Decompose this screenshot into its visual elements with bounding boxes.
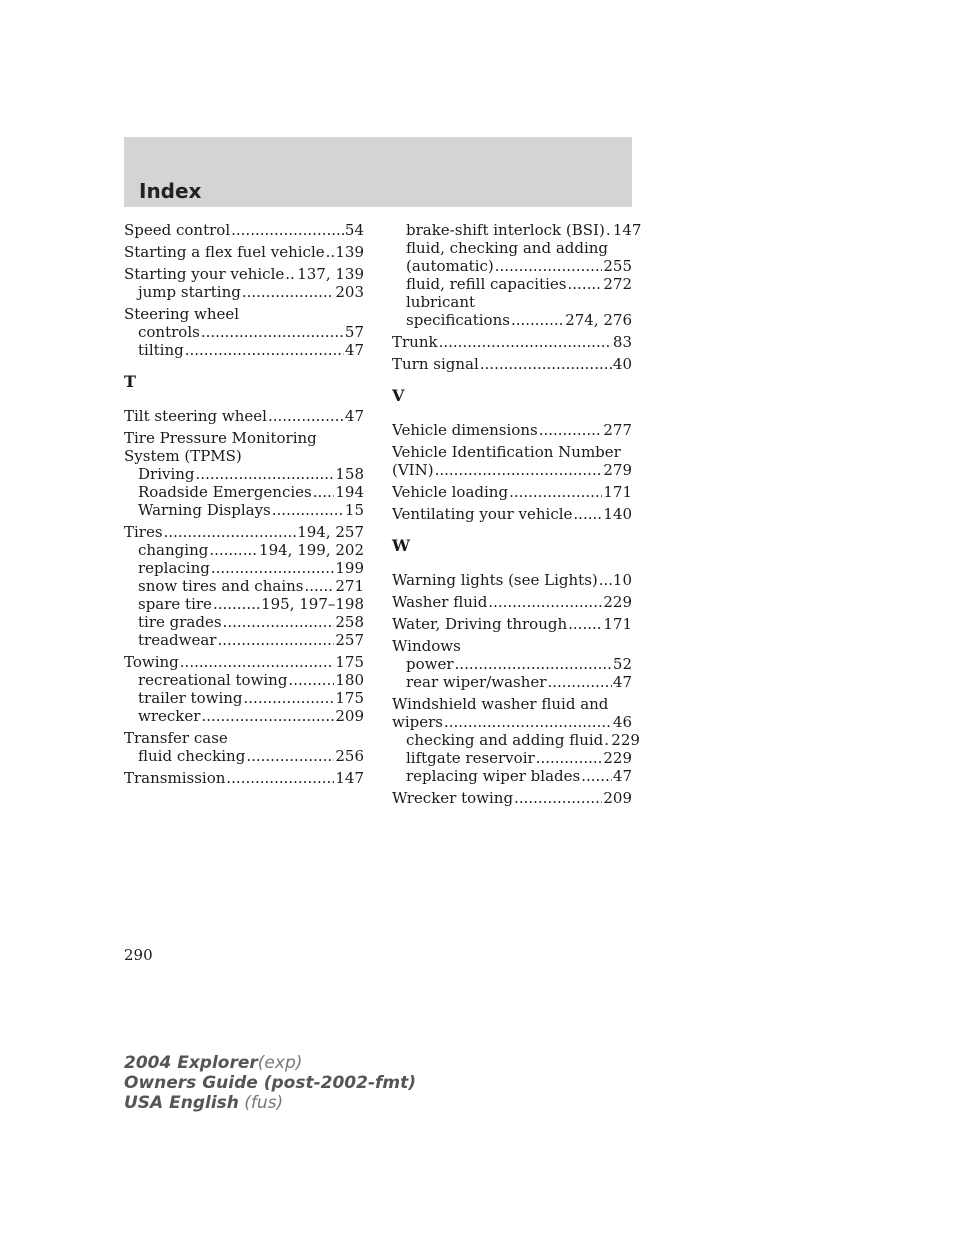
subentry-label: replacing: [138, 559, 210, 577]
entry-label: Trunk: [392, 333, 438, 351]
entry-label: Transmission: [124, 769, 226, 787]
subentry-label: fluid, refill capacities: [406, 275, 567, 293]
subentry-label: specifications: [406, 311, 510, 329]
index-entry: [124, 429, 364, 519]
index-column-left: [124, 221, 364, 791]
entry-label: Vehicle loading: [392, 483, 509, 501]
index-entry: [124, 243, 364, 261]
index-entry: [124, 769, 364, 787]
entry-label: Ventilating your vehicle: [392, 505, 573, 523]
entry-label: Turn signal: [392, 355, 479, 373]
index-entry: [392, 443, 632, 479]
subentry-page: 258: [335, 613, 364, 631]
section-letter-w: W: [392, 536, 410, 555]
footer-model: 2004 Explorer: [124, 1053, 258, 1073]
entry-label: Starting your vehicle: [124, 265, 285, 283]
subentry-label: lubricant: [406, 293, 476, 311]
subentry-page: 47: [344, 341, 364, 359]
subentry-label: treadwear: [138, 631, 217, 649]
subentry-page: 199: [335, 559, 364, 577]
subentry-label: Roadside Emergencies: [138, 483, 312, 501]
entry-page: 10: [612, 571, 632, 589]
page-title: Index: [139, 179, 202, 203]
document-footer: [124, 1053, 416, 1113]
entry-label: Steering wheel: [124, 305, 240, 323]
subentry-label: power: [406, 655, 454, 673]
entry-page: 40: [612, 355, 632, 373]
entry-page: 209: [603, 789, 632, 807]
subentry-page: 194: [335, 483, 364, 501]
index-entry: [392, 355, 632, 373]
entry-label-continued: (VIN): [392, 461, 434, 479]
entry-page: 171: [603, 615, 632, 633]
subentry-label: recreational towing: [138, 671, 288, 689]
entry-label: Tilt steering wheel: [124, 407, 267, 425]
subentry-label: snow tires and chains: [138, 577, 304, 595]
index-entry: [392, 483, 632, 501]
entry-label: Speed control: [124, 221, 231, 239]
entry-label: Transfer case: [124, 729, 228, 747]
entry-label: Washer fluid: [392, 593, 488, 611]
index-entry: [124, 265, 364, 301]
entry-label: Tire Pressure Monitoring: [124, 429, 317, 447]
subentry-page: 52: [612, 655, 632, 673]
entry-label: Vehicle dimensions: [392, 421, 538, 439]
subentry-page: 47: [612, 673, 632, 691]
subentry-page: 175: [335, 689, 364, 707]
page-number: 290: [124, 946, 153, 964]
index-entry: [392, 571, 632, 589]
footer-guide: Owners Guide (post-2002-fmt): [124, 1073, 417, 1093]
subentry-page: 158: [335, 465, 364, 483]
subentry-label: tilting: [138, 341, 184, 359]
subentry-page: 195, 197–198: [261, 595, 364, 613]
header-band: [124, 137, 632, 207]
subentry-label: checking and adding fluid: [406, 731, 604, 749]
entry-page: 83: [612, 333, 632, 351]
subentry-page: 47: [612, 767, 632, 785]
subentry-label: wrecker: [138, 707, 201, 725]
subentry-label: spare tire: [138, 595, 212, 613]
index-entry: [124, 523, 364, 649]
entry-label: Tires: [124, 523, 163, 541]
subentry-page: 274, 276: [565, 311, 632, 329]
section-letter-v: V: [392, 386, 405, 405]
entry-label-continued: System (TPMS): [124, 447, 242, 465]
subentry-label: controls: [138, 323, 200, 341]
entry-label: Vehicle Identification Number: [392, 443, 621, 461]
subentry-page: 203: [335, 283, 364, 301]
subentry-page: 272: [603, 275, 632, 293]
entry-label: Wrecker towing: [392, 789, 514, 807]
entry-page: 229: [603, 593, 632, 611]
footer-language-code: (fus): [244, 1093, 284, 1113]
index-entry: [124, 221, 364, 239]
entry-label: Windshield washer fluid and: [392, 695, 609, 713]
entry-page: 279: [603, 461, 632, 479]
index-entry: [392, 615, 632, 633]
entry-page: 139: [335, 243, 364, 261]
entry-page: 175: [335, 653, 364, 671]
subentry-page: 57: [344, 323, 364, 341]
subentry-page: 229: [603, 749, 632, 767]
entry-label-continued: wipers: [392, 713, 443, 731]
subentry-label: rear wiper/washer: [406, 673, 547, 691]
index-entry: [392, 593, 632, 611]
footer-language: USA English: [124, 1093, 239, 1113]
index-entry: [124, 729, 364, 765]
subentry-label: fluid checking: [138, 747, 246, 765]
subentry-page: 271: [335, 577, 364, 595]
subentry-page: 180: [335, 671, 364, 689]
subentry-label: tire grades: [138, 613, 222, 631]
entry-label: Towing: [124, 653, 179, 671]
subentry-label: Driving: [138, 465, 195, 483]
subentry-label: Warning Displays: [138, 501, 271, 519]
subentry-label: changing: [138, 541, 209, 559]
entry-page: 194, 257: [297, 523, 364, 541]
subentry-label: fluid, checking and adding: [406, 239, 609, 257]
index-entry: [392, 421, 632, 439]
entry-label: Windows: [392, 637, 461, 655]
subentry-page: 229: [611, 731, 640, 749]
subentry-page: 209: [335, 707, 364, 725]
entry-page: 171: [603, 483, 632, 501]
subentry-page: 147: [612, 221, 642, 239]
index-entry: [392, 637, 632, 691]
entry-label: Water, Driving through: [392, 615, 568, 633]
subentry-label: trailer towing: [138, 689, 243, 707]
entry-page: 46: [612, 713, 632, 731]
entry-page: 140: [603, 505, 632, 523]
subentry-label: jump starting: [138, 283, 241, 301]
index-entry: [124, 653, 364, 725]
entry-page: 147: [335, 769, 364, 787]
subentry-page: 255: [603, 257, 632, 275]
subentry-page: 257: [335, 631, 364, 649]
index-column-right: [392, 221, 642, 811]
index-entry: [392, 333, 632, 351]
entry-page: 137, 139: [297, 265, 364, 283]
index-entry: [124, 305, 364, 359]
index-entry: [124, 407, 364, 425]
entry-page: 47: [344, 407, 364, 425]
index-entry: [392, 789, 632, 807]
subentry-label: (automatic): [406, 257, 494, 275]
footer-model-code: (exp): [257, 1053, 303, 1073]
subentry-label: replacing wiper blades: [406, 767, 581, 785]
subentry-page: 256: [335, 747, 364, 765]
subentry-label: liftgate reservoir: [406, 749, 535, 767]
entry-label: Starting a flex fuel vehicle: [124, 243, 325, 261]
subentry-page: 194, 199, 202: [259, 541, 364, 559]
section-letter-t: T: [124, 372, 136, 391]
subentry-page: 15: [344, 501, 364, 519]
index-entry: [392, 695, 640, 785]
entry-label: Warning lights (see Lights): [392, 571, 598, 589]
entry-page: 277: [603, 421, 632, 439]
index-entry: [392, 221, 642, 329]
subentry-label: brake-shift interlock (BSI): [406, 221, 605, 239]
entry-page: 54: [344, 221, 364, 239]
index-entry: [392, 505, 632, 523]
